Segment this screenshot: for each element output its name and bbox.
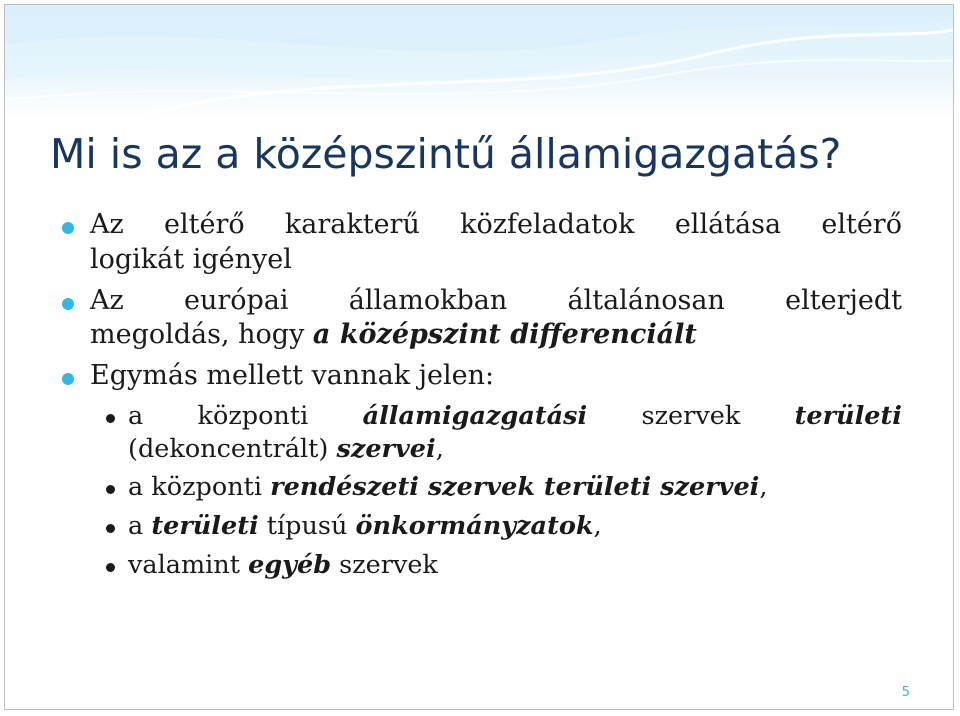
word: államokban <box>348 284 508 316</box>
word: általánosan <box>567 284 725 316</box>
plain-text: szervek <box>331 549 438 580</box>
plain-text: (dekoncentrált) <box>128 433 337 464</box>
header-banner <box>5 5 953 120</box>
word: közfeladatok <box>460 209 635 240</box>
banner-wave-graphic <box>5 5 953 120</box>
emphasis-text: a középszint differenciált <box>312 319 697 351</box>
word: Az <box>90 284 124 316</box>
page-number: 5 <box>901 685 910 700</box>
emphasis-text: államigazgatási <box>362 401 588 432</box>
word: eltérő <box>821 209 902 240</box>
bullet-2-line-2 <box>90 318 902 353</box>
word: Az <box>90 209 124 240</box>
plain-text: valamint <box>128 549 249 580</box>
sub-bullet-1-line-2 <box>128 433 902 466</box>
word: központi <box>197 401 309 432</box>
bullet-1-line-2: logikát igényel <box>90 243 292 275</box>
slide-content <box>62 208 902 587</box>
word: eltérő <box>164 209 245 240</box>
emphasis-text: területi <box>151 511 259 542</box>
word: szervek <box>641 401 741 432</box>
plain-text: a központi <box>128 472 271 503</box>
sub-bullet-4-text <box>128 549 902 582</box>
plain-text: megoldás, hogy <box>90 319 313 351</box>
emphasis-text: rendészeti szervek területi szervei <box>270 472 760 503</box>
bullet-1 <box>62 208 902 278</box>
bullet-2 <box>62 284 902 354</box>
plain-text: , <box>593 511 602 542</box>
bullet-3 <box>62 359 902 394</box>
bullet-2-line-1 <box>90 284 902 319</box>
plain-text: típusú <box>258 511 356 542</box>
plain-text: , <box>759 472 768 503</box>
sub-bullet-2-text <box>128 471 902 504</box>
slide-title: Mi is az a középszintű államigazgatás? <box>50 130 842 178</box>
sub-bullet-2 <box>62 471 902 504</box>
emphasis-text: egyéb <box>248 549 332 580</box>
word: európai <box>183 284 289 316</box>
bullet-1-line-1 <box>90 208 902 243</box>
bullet-3-text: Egymás mellett vannak jelen: <box>90 360 495 392</box>
emphasis-text: szervei <box>336 433 436 464</box>
sub-bullet-4 <box>62 549 902 582</box>
plain-text: a <box>128 511 152 542</box>
word: karakterű <box>284 209 420 240</box>
word: elterjedt <box>785 284 902 316</box>
sub-bullet-1 <box>62 400 902 465</box>
word: ellátása <box>674 209 782 240</box>
sub-bullet-1-line-1 <box>128 400 902 433</box>
sub-bullet-3 <box>62 510 902 543</box>
sub-bullet-3-text <box>128 510 902 543</box>
word: a <box>128 401 144 432</box>
emphasis-text: területi <box>794 401 902 432</box>
plain-text: , <box>435 433 444 464</box>
emphasis-text: önkormányzatok <box>355 511 594 542</box>
